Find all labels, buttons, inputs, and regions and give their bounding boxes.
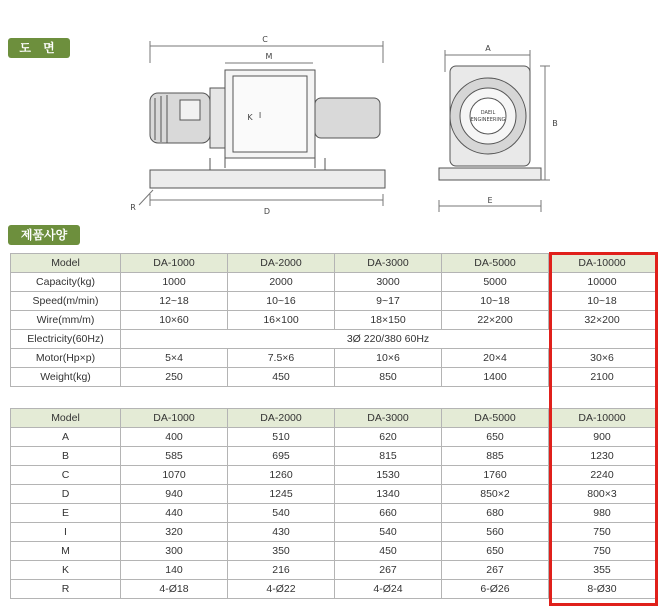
- dimension-label-i: I: [258, 111, 262, 120]
- table-cell: 5×4: [121, 349, 228, 368]
- header-da-10000: DA-10000: [549, 254, 656, 273]
- dimension-label-b: B: [552, 119, 558, 128]
- table-cell: 800×3: [549, 485, 656, 504]
- table-cell: 6-Ø26: [442, 580, 549, 599]
- table-cell: 3000: [335, 273, 442, 292]
- table-cell: 540: [228, 504, 335, 523]
- table-cell: 2240: [549, 466, 656, 485]
- table-cell: 1260: [228, 466, 335, 485]
- row-label: D: [11, 485, 121, 504]
- table-cell: 300: [121, 542, 228, 561]
- table-cell: 32×200: [549, 311, 656, 330]
- table-cell: 560: [442, 523, 549, 542]
- drum-brand-text-2: ENGINEERING: [470, 117, 506, 123]
- header-da-5000: DA-5000: [442, 254, 549, 273]
- table-cell: 980: [549, 504, 656, 523]
- table-cell: 250: [121, 368, 228, 387]
- table-cell: 650: [442, 428, 549, 447]
- dimension-label-c: C: [262, 35, 268, 44]
- table-cell: 440: [121, 504, 228, 523]
- table-cell: 16×100: [228, 311, 335, 330]
- table-cell: 216: [228, 561, 335, 580]
- winch-technical-drawing: [125, 28, 565, 218]
- table-cell: 350: [228, 542, 335, 561]
- table-cell: 4-Ø18: [121, 580, 228, 599]
- table-cell: 1400: [442, 368, 549, 387]
- table-cell: 680: [442, 504, 549, 523]
- table-cell: 320: [121, 523, 228, 542]
- table-cell: 22×200: [442, 311, 549, 330]
- table-cell: 4-Ø22: [228, 580, 335, 599]
- table-cell: 1530: [335, 466, 442, 485]
- row-label: M: [11, 542, 121, 561]
- table-cell: 650: [442, 542, 549, 561]
- table-cell: 850: [335, 368, 442, 387]
- row-label: Weight(kg): [11, 368, 121, 387]
- table-cell: 450: [335, 542, 442, 561]
- row-label: B: [11, 447, 121, 466]
- dimension-label-e: E: [487, 196, 493, 205]
- table-cell: 2100: [549, 368, 656, 387]
- table-cell: 10~18: [549, 292, 656, 311]
- row-label: Capacity(kg): [11, 273, 121, 292]
- table-cell: 355: [549, 561, 656, 580]
- table-cell: 430: [228, 523, 335, 542]
- table-cell: 815: [335, 447, 442, 466]
- table-cell: 140: [121, 561, 228, 580]
- table-cell: 10000: [549, 273, 656, 292]
- table-cell: 585: [121, 447, 228, 466]
- dimension-label-a: A: [485, 44, 491, 53]
- dimension-label-r: R: [130, 203, 136, 212]
- header-model: Model: [11, 409, 121, 428]
- table-cell: 10×6: [335, 349, 442, 368]
- header-da-10000: DA-10000: [549, 409, 656, 428]
- row-label: Motor(Hp×p): [11, 349, 121, 368]
- row-label: Wire(mm/m): [11, 311, 121, 330]
- spec-section-label: 제품사양: [8, 225, 80, 245]
- table-cell: 1070: [121, 466, 228, 485]
- row-label: K: [11, 561, 121, 580]
- table-cell: 4-Ø24: [335, 580, 442, 599]
- header-model: Model: [11, 254, 121, 273]
- table-cell: 267: [442, 561, 549, 580]
- table-cell: 750: [549, 542, 656, 561]
- table-cell: 885: [442, 447, 549, 466]
- table-cell: 267: [335, 561, 442, 580]
- row-label: I: [11, 523, 121, 542]
- header-da-1000: DA-1000: [121, 254, 228, 273]
- table-cell: 10~16: [228, 292, 335, 311]
- table-cell: 1760: [442, 466, 549, 485]
- row-label: R: [11, 580, 121, 599]
- table-cell: 2000: [228, 273, 335, 292]
- header-da-3000: DA-3000: [335, 409, 442, 428]
- row-label: Electricity(60Hz): [11, 330, 121, 349]
- table-cell: 620: [335, 428, 442, 447]
- row-label: E: [11, 504, 121, 523]
- table-cell: 8-Ø30: [549, 580, 656, 599]
- table-cell: 1245: [228, 485, 335, 504]
- table-cell: 850×2: [442, 485, 549, 504]
- table-cell: 400: [121, 428, 228, 447]
- dimension-label-d: D: [263, 207, 271, 216]
- header-da-2000: DA-2000: [228, 254, 335, 273]
- header-da-3000: DA-3000: [335, 254, 442, 273]
- dimension-label-m: M: [265, 52, 273, 61]
- table-cell: 10~18: [442, 292, 549, 311]
- table-cell: 12~18: [121, 292, 228, 311]
- drawing-section-label: 도 면: [8, 38, 70, 58]
- table-cell: 1340: [335, 485, 442, 504]
- electricity-merged-cell: 3Ø 220/380 60Hz: [121, 330, 656, 349]
- header-da-1000: DA-1000: [121, 409, 228, 428]
- header-da-2000: DA-2000: [228, 409, 335, 428]
- table-cell: 18×150: [335, 311, 442, 330]
- row-label: A: [11, 428, 121, 447]
- table-cell: 750: [549, 523, 656, 542]
- table-cell: 7.5×6: [228, 349, 335, 368]
- row-label: Speed(m/min): [11, 292, 121, 311]
- table-cell: 20×4: [442, 349, 549, 368]
- table-cell: 695: [228, 447, 335, 466]
- table-cell: 10×60: [121, 311, 228, 330]
- row-label: C: [11, 466, 121, 485]
- table-cell: 1230: [549, 447, 656, 466]
- table-cell: 30×6: [549, 349, 656, 368]
- header-da-5000: DA-5000: [442, 409, 549, 428]
- drum-brand-text: DAEIL: [480, 110, 496, 116]
- table-cell: 5000: [442, 273, 549, 292]
- table-cell: 1000: [121, 273, 228, 292]
- table-cell: 510: [228, 428, 335, 447]
- da-10000-highlight-box: [549, 252, 658, 606]
- table-cell: 900: [549, 428, 656, 447]
- dimension-label-k: K: [247, 113, 253, 122]
- table-cell: 450: [228, 368, 335, 387]
- table-cell: 660: [335, 504, 442, 523]
- table-cell: 940: [121, 485, 228, 504]
- table-cell: 9~17: [335, 292, 442, 311]
- table-cell: 540: [335, 523, 442, 542]
